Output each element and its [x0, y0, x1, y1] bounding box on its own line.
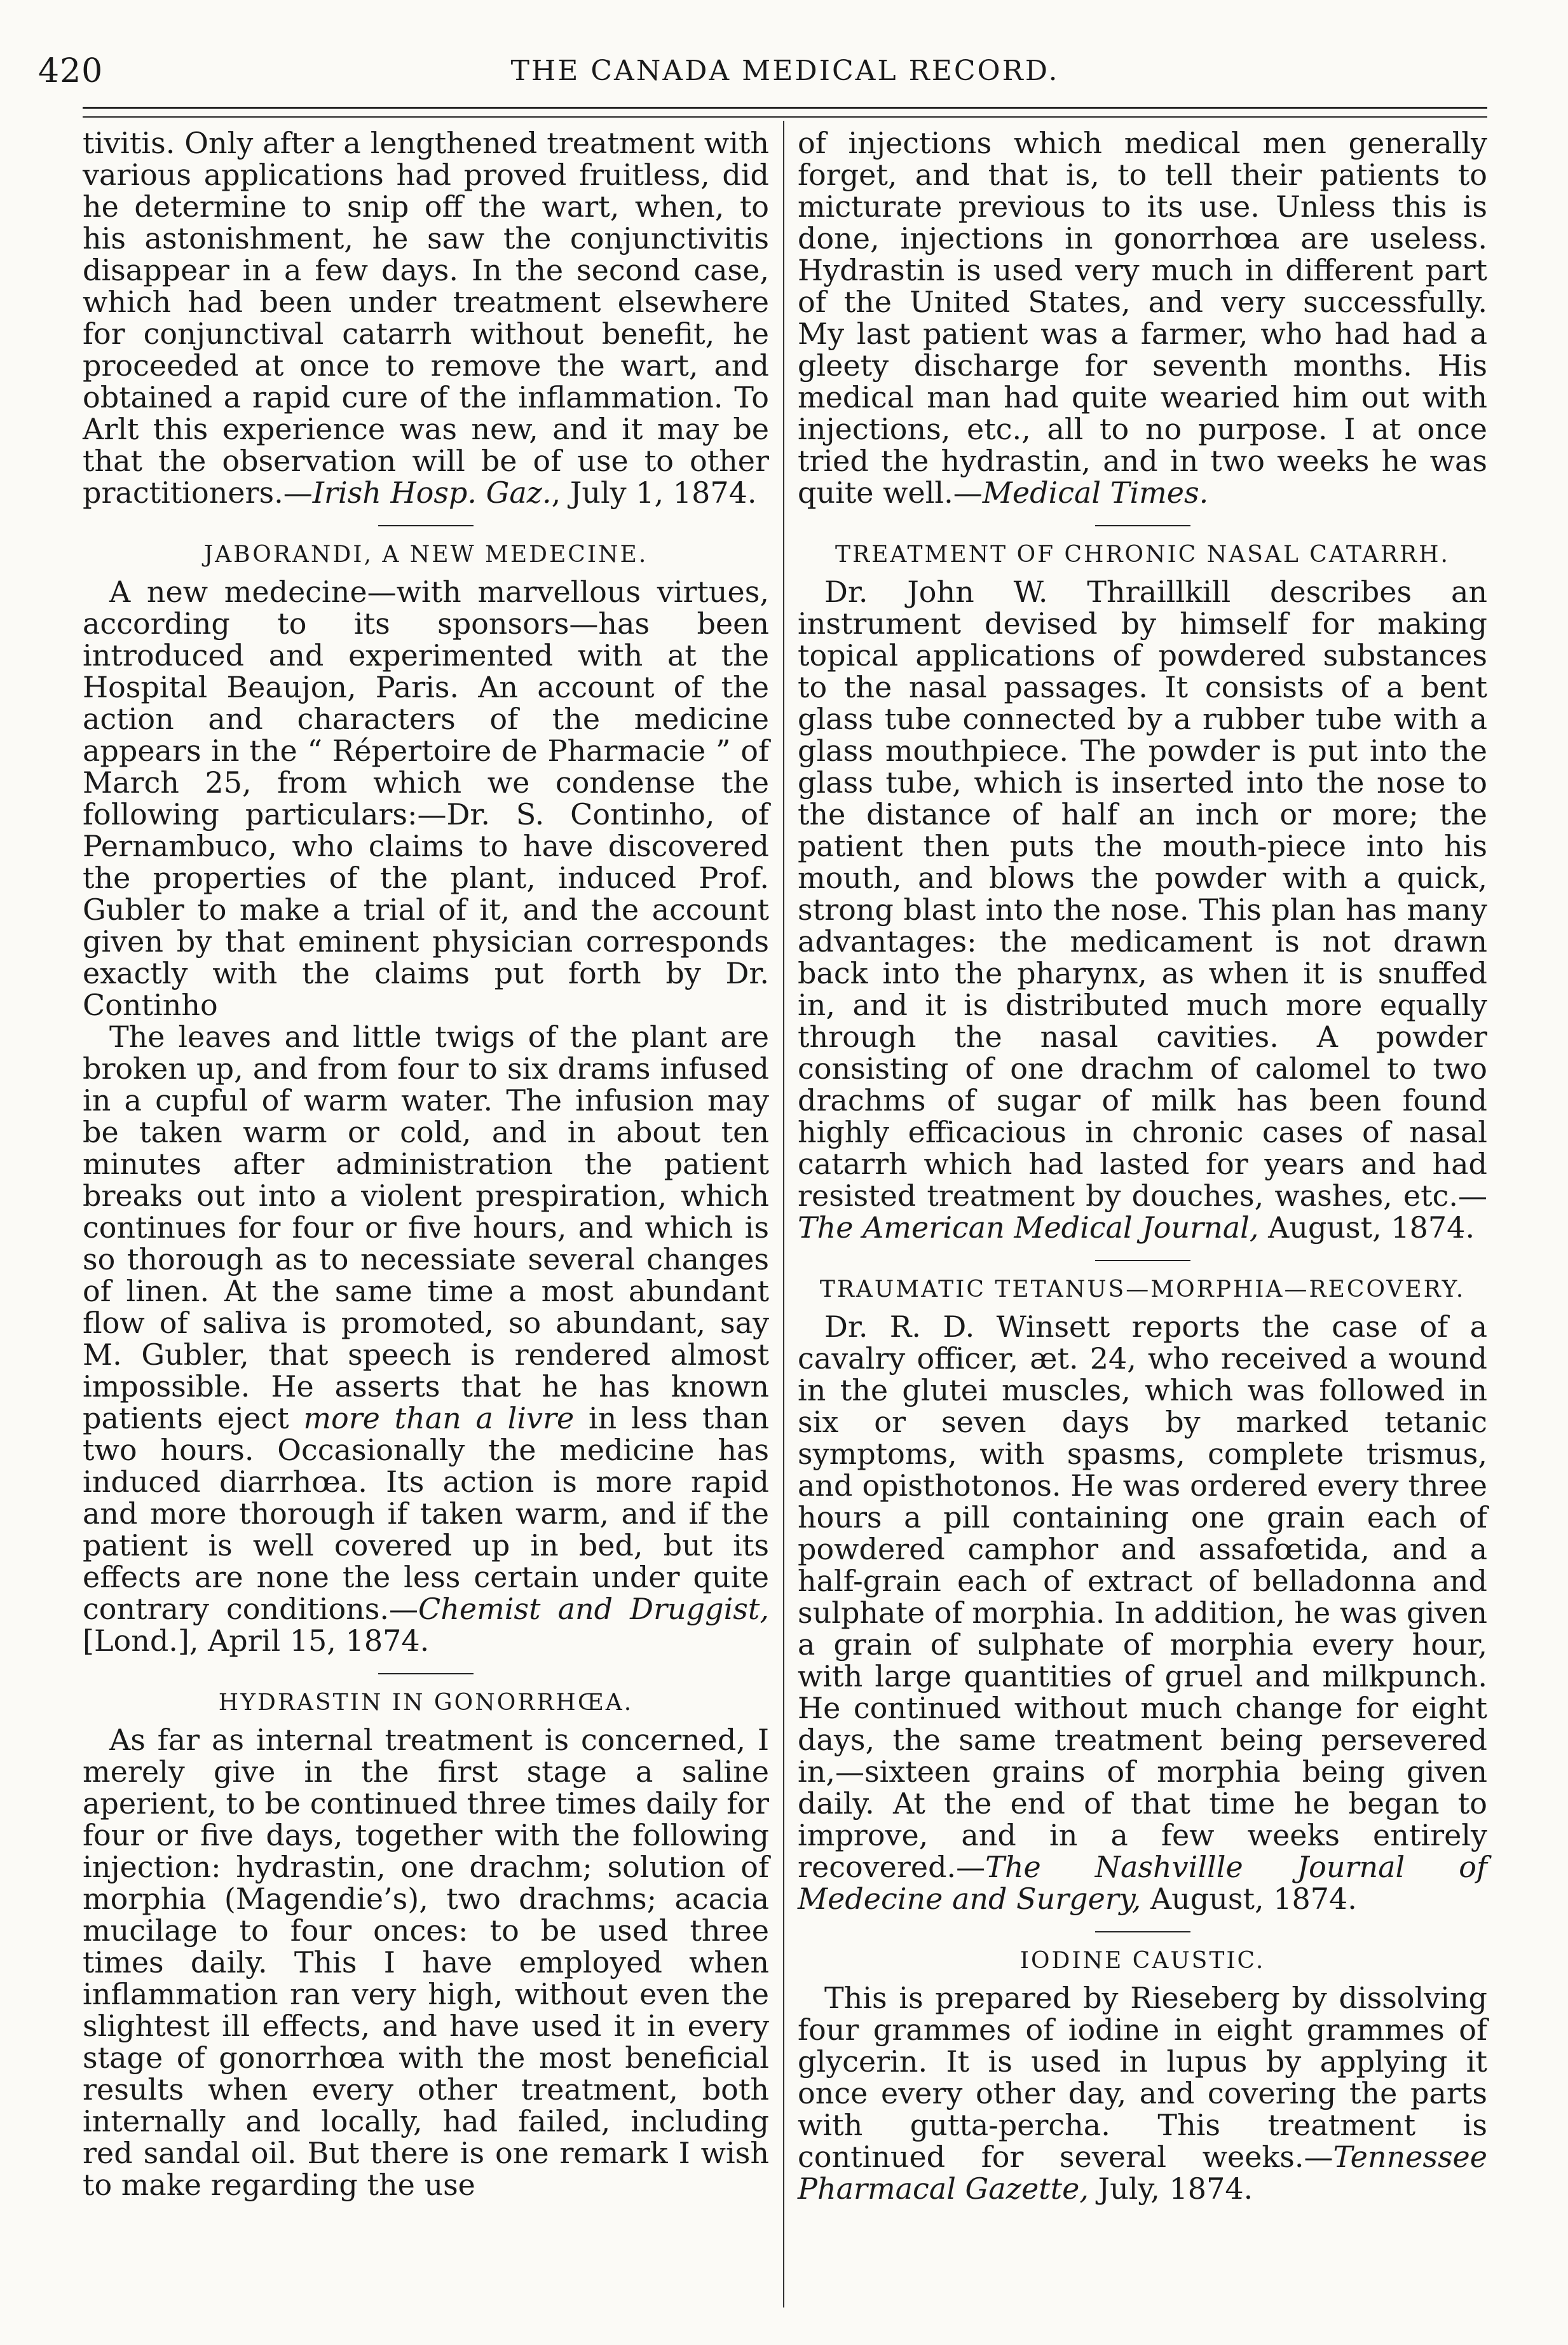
citation: Medical Times.	[982, 475, 1209, 510]
article-paragraph: Dr. John W. Thraillkill describes an instrument devised by himself for making topical applications of powdered substances to the nasal passages. It consists of a bent glass tube connected by a rubber tube with a glass mouthpiece. The powder is put into the glass tube, which is inserted into the nose to the distance of half an inch or more; the patient then puts the mouth-piece into his mouth, and blows the powder with a quick, strong blast into the nose. This plan has many advantages: the medicament is not drawn back into the pharynx, as when it is snuffed in, and it is distributed much more equally through the nasal cavities. A powder consisting of one drachm of calomel to two drachms of sugar of milk has been found highly efficacious in chronic cases of nasal catarrh which had lasted for years and had resisted treatment by douches, washes, etc.—The American Medical Journal, August, 1874.	[798, 575, 1487, 1245]
section-heading-tetanus: TRAUMATIC TETANUS—MORPHIA—RECOVERY.	[819, 1276, 1466, 1302]
left-column	[83, 127, 769, 2201]
citation: Tennessee Pharmacal Gazette,	[798, 2140, 1487, 2206]
section-separator	[1095, 525, 1190, 526]
article-paragraph: As far as internal treatment is concerned, I merely give in the first stage a saline aperient, to be continued three times daily for four or five days, together with the following injection: hydrastin, one drachm; solution of morphia (Magendie’s), two drachms; acacia mucilage to four onces: to be used three times daily. This I have employed when inflammation ran very high, without even the slightest ill effects, and have used it in every stage of gonorrhœa with the most beneficial results when every other treatment, both internally and locally, had failed, including red sandal oil. But there is one remark I wish to make regarding the use	[83, 1723, 769, 2202]
page-number: 420	[38, 52, 104, 90]
article-paragraph: This is prepared by Rieseberg by dissolving four grammes of iodine in eight grammes of glycerin. It is used in lupus by applying it once every other day, and covering the parts with gutta-percha. This treatment is continued for several weeks.—Tennessee Pharmacal Gazette, July, 1874.	[798, 1981, 1487, 2206]
citation: Irish Hosp. Gaz.	[312, 475, 552, 510]
section-separator	[1095, 1931, 1190, 1932]
section-heading-jaborandi: JABORANDI, A NEW MEDECINE.	[203, 542, 648, 568]
article-paragraph: The leaves and little twigs of the plant are broken up, and from four to six drams infused in a cupful of warm water. The infusion may be taken warm or cold, and in about ten minutes after administration the patient breaks out into a violent prespiration, which continues for four or five hours, and which is so thorough as to necessiate several changes of linen. At the same time a most abundant flow of saliva is promoted, so abundant, say M. Gubler, that speech is rendered almost impossible. He asserts that he has known patients eject more than a livre in less than two hours. Occasionally the medicine has induced diarrhœa. Its action is more rapid and more thorough if taken warm, and if the patient is well covered up in bed, but its effects are none the less certain under quite contrary conditions.—Chemist and Druggist, [Lond.], April 15, 1874.	[83, 1020, 769, 1658]
citation: The American Medical Journal,	[798, 1210, 1259, 1245]
article-continuation: tivitis. Only after a lengthened treatment with various applications had proved fruitless, did he determine to snip off the wart, when, to his astonishment, he saw the conjunctivitis disappear in a few days. In the second case, which had been under treatment elsewhere for conjunctival catarrh without benefit, he proceeded at once to remove the wart, and obtained a rapid cure of the inflammation. To Arlt this experience was new, and it may be that the observation will be of use to other practitioners.—Irish Hosp. Gaz., July 1, 1874.	[83, 126, 769, 510]
article-paragraph: A new medecine—with marvellous virtues, according to its sponsors—has been introduced and experimented with at the Hospital Beaujon, Paris. An account of the action and characters of the medicine appears in the “ Répertoire de Pharmacie ” of March 25, from which we condense the following particulars:—Dr. S. Continho, of Pernambuco, who claims to have discovered the properties of the plant, induced Prof. Gubler to make a trial of it, and the account given by that eminent physician corresponds exactly with the claims put forth by Dr. Continho	[83, 575, 769, 1022]
article-paragraph: Dr. R. D. Winsett reports the case of a cavalry officer, æt. 24, who received a wound in the glutei muscles, which was followed in six or seven days by marked tetanic symptoms, with spasms, complete trismus, and opisthotonos. He was ordered every three hours a pill containing one grain each of powdered camphor and assafœtida, and a half-grain each of extract of belladonna and sulphate of morphia. In addition, he was given a grain of sulphate of morphia every hour, with large quantities of gruel and milkpunch. He continued without much change for eight days, the same treatment being persevered in,—sixteen grains of morphia being given daily. At the end of that time he began to improve, and in a few weeks entirely recovered.—The Nashvillle Journal of Medecine and Surgery, August, 1874.	[798, 1309, 1487, 1916]
section-heading-nasal-catarrh: TREATMENT OF CHRONIC NASAL CATARRH.	[835, 542, 1450, 568]
running-title: THE CANADA MEDICAL RECORD.	[510, 55, 1060, 87]
section-heading-hydrastin: HYDRASTIN IN GONORRHŒA.	[218, 1690, 634, 1716]
citation: Chemist and Druggist,	[418, 1592, 769, 1626]
page-header	[38, 52, 1532, 97]
section-heading-iodine: IODINE CAUSTIC.	[1019, 1948, 1265, 1974]
citation: The Nashvillle Journal of Medecine and Surgery,	[798, 1850, 1487, 1916]
section-separator	[1095, 1260, 1190, 1261]
header-double-rule	[83, 107, 1487, 118]
section-separator	[378, 525, 474, 526]
section-separator	[378, 1673, 474, 1674]
article-continuation: of injections which medical men generally forget, and that is, to tell their patients to micturate previous to its use. Unless this is done, injections in gonorrhœa are useless. Hydrastin is used very much in different part of the United States, and very successfully. My last patient was a farmer, who had had a gleety discharge for seventh months. His medical man had quite wearied him out with injections, etc., all to no purpose. I at once tried the hydrastin, and in two weeks he was quite well.—Medical Times.	[798, 126, 1487, 510]
right-column	[798, 127, 1487, 2205]
column-divider	[783, 121, 784, 2307]
